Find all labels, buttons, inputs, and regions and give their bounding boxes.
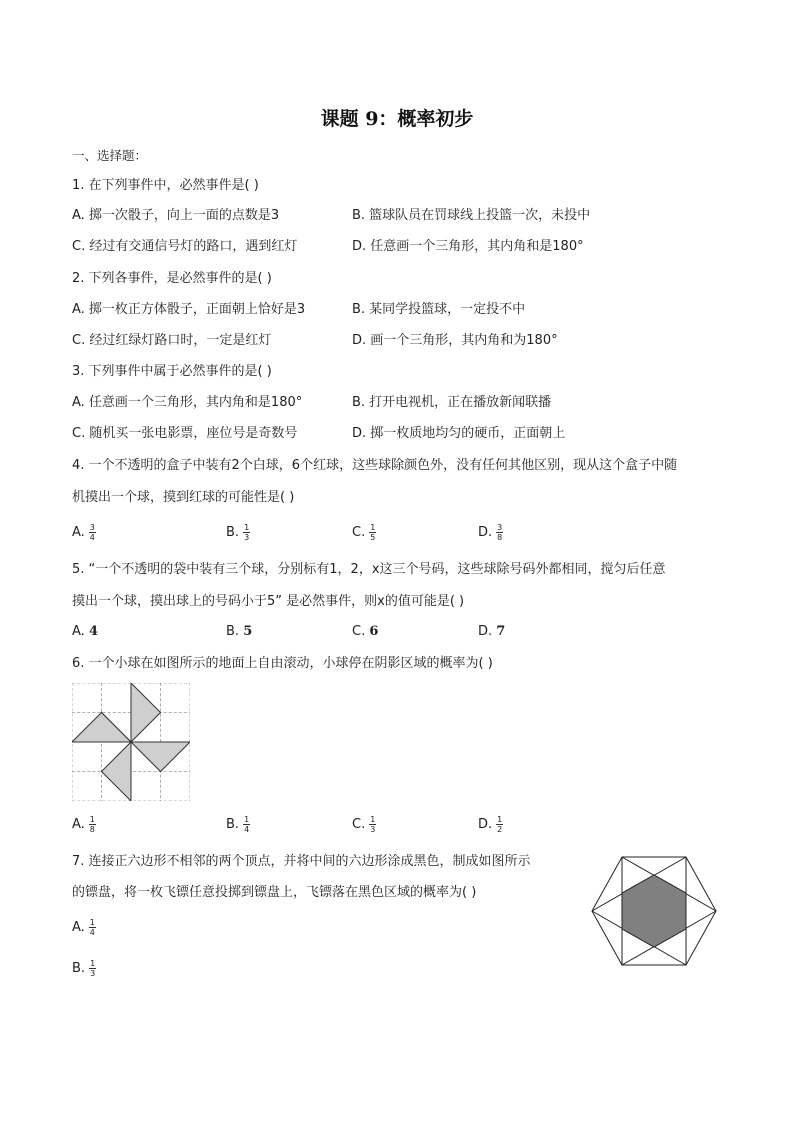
q7-option-b: B. $\frac{1}{3}$ bbox=[72, 959, 96, 978]
fraction: $\frac{1}{5}$ bbox=[370, 523, 376, 542]
question-5-stem-line-2: 摸出一个球，摸出球上的号码小于5” 是必然事件，则x的值可能是( ) bbox=[72, 594, 465, 609]
shaded-triangles bbox=[72, 683, 190, 801]
question-2-stem: 2. 下列各事件，是必然事件的是( ) bbox=[72, 271, 272, 286]
q5-option-d: D. 7 bbox=[478, 624, 506, 639]
q4-option-d: D. $\frac{3}{8}$ bbox=[478, 523, 503, 542]
question-7-stem-line-2: 的镖盘，将一枚飞镖任意投掷到镖盘上，飞镖落在黑色区域的概率为( ) bbox=[72, 885, 477, 900]
fraction: $\frac{1}{2}$ bbox=[497, 815, 503, 834]
page-title: 课题 9：概率初步 bbox=[320, 108, 474, 130]
q4-option-b: B. $\frac{1}{3}$ bbox=[226, 523, 250, 542]
q6-option-b: B. $\frac{1}{4}$ bbox=[226, 815, 250, 834]
q3-option-a: A. 任意画一个三角形，其内角和是180° bbox=[72, 395, 303, 410]
q6-option-a: A. $\frac{1}{8}$ bbox=[72, 815, 95, 834]
q6-option-c: C. $\frac{1}{3}$ bbox=[352, 815, 376, 834]
q2-option-b: B. 某同学投篮球，一定投不中 bbox=[352, 302, 526, 317]
q5-option-c: C. 6 bbox=[352, 624, 379, 639]
question-3-stem: 3. 下列事件中属于必然事件的是( ) bbox=[72, 364, 272, 379]
fraction: $\frac{1}{3}$ bbox=[244, 523, 250, 542]
q4-option-c: C. $\frac{1}{5}$ bbox=[352, 523, 376, 542]
q5-option-a: A. 4 bbox=[72, 624, 98, 639]
fraction: $\frac{1}{4}$ bbox=[89, 918, 95, 937]
q2-option-c: C. 经过红绿灯路口时，一定是红灯 bbox=[72, 333, 272, 348]
section-heading: 一、选择题： bbox=[72, 148, 148, 163]
fraction: $\frac{3}{4}$ bbox=[89, 523, 95, 542]
q4-option-a: A. $\frac{3}{4}$ bbox=[72, 523, 95, 542]
fraction: $\frac{1}{3}$ bbox=[90, 959, 96, 978]
question-6-stem: 6. 一个小球在如图所示的地面上自由滚动，小球停在阴影区域的概率为( ) bbox=[72, 656, 493, 671]
q1-option-a: A. 掷一次骰子，向上一面的点数是3 bbox=[72, 208, 280, 223]
question-5-stem-line-1: 5. “一个不透明的袋中装有三个球，分别标有1，2，x这三个号码，这些球除号码外都相同，搅匀后任意 bbox=[72, 562, 666, 577]
question-4-stem-line-2: 机摸出一个球，摸到红球的可能性是( ) bbox=[72, 490, 295, 505]
q2-option-d: D. 画一个三角形，其内角和为180° bbox=[352, 333, 558, 348]
q7-option-a: A. $\frac{1}{4}$ bbox=[72, 918, 95, 937]
q2-option-a: A. 掷一枚正方体骰子，正面朝上恰好是3 bbox=[72, 302, 306, 317]
fraction: $\frac{3}{8}$ bbox=[497, 523, 503, 542]
q3-option-c: C. 随机买一张电影票，座位号是奇数号 bbox=[72, 426, 298, 441]
question-1-stem: 1. 在下列事件中，必然事件是( ) bbox=[72, 178, 259, 193]
q6-option-d: D. $\frac{1}{2}$ bbox=[478, 815, 503, 834]
pinwheel-grid-figure bbox=[72, 683, 190, 801]
q1-option-b: B. 篮球队员在罚球线上投篮一次，未投中 bbox=[352, 208, 591, 223]
hexagon-dartboard-figure bbox=[589, 854, 719, 968]
fraction: $\frac{1}{3}$ bbox=[370, 815, 376, 834]
q5-option-b: B. 5 bbox=[226, 624, 253, 639]
q3-option-b: B. 打开电视机，正在播放新闻联播 bbox=[352, 395, 552, 410]
fraction: $\frac{1}{4}$ bbox=[244, 815, 250, 834]
inner-shaded-hexagon bbox=[622, 875, 686, 947]
fraction: $\frac{1}{8}$ bbox=[89, 815, 95, 834]
q1-option-c: C. 经过有交通信号灯的路口，遇到红灯 bbox=[72, 239, 298, 254]
question-7-stem-line-1: 7. 连接正六边形不相邻的两个顶点，并将中间的六边形涂成黑色，制成如图所示 bbox=[72, 854, 531, 869]
q3-option-d: D. 掷一枚质地均匀的硬币，正面朝上 bbox=[352, 426, 566, 441]
question-4-stem-line-1: 4. 一个不透明的盒子中装有2个白球，6个红球，这些球除颜色外，没有任何其他区别，现从这个盒子中随 bbox=[72, 458, 678, 473]
q1-option-d: D. 任意画一个三角形，其内角和是180° bbox=[352, 239, 584, 254]
